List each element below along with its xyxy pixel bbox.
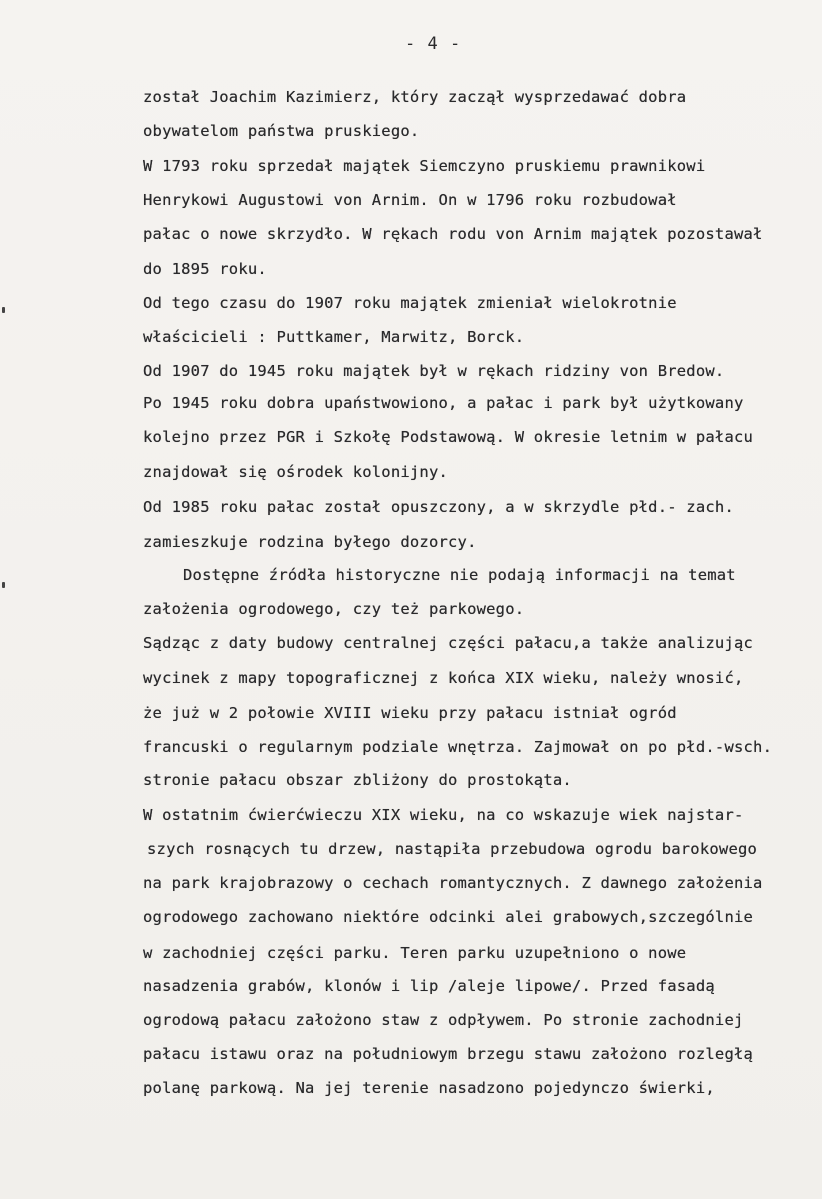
text-line: ogrodowego zachowano niektóre odcinki alei grabowych,szczególnie [143, 908, 754, 926]
text-line: polanę parkową. Na jej terenie nasadzono pojedynczo świerki, [143, 1079, 715, 1097]
text-line: pałacu istawu oraz na południowym brzegu stawu założono rozległą [143, 1045, 754, 1063]
text-line: w zachodniej części parku. Teren parku uzupełniono o nowe [143, 944, 687, 962]
text-line: stronie pałacu obszar zbliżony do prostokąta. [143, 771, 572, 789]
text-line: kolejno przez PGR i Szkołę Podstawową. W okresie letnim w pałacu [143, 428, 754, 446]
text-line: Dostępne źródła historyczne nie podają informacji na temat [183, 566, 736, 584]
text-line: wycinek z mapy topograficznej z końca XIX wieku, należy wnosić, [143, 669, 744, 687]
text-line: Od 1985 roku pałac został opuszczony, a w skrzydle płd.- zach. [143, 498, 734, 516]
text-line: znajdował się ośrodek kolonijny. [143, 463, 449, 481]
text-line: W 1793 roku sprzedał majątek Siemczyno pruskiemu prawnikowi [143, 157, 706, 175]
text-line: ogrodową pałacu założono staw z odpływem. Po stronie zachodniej [143, 1011, 744, 1029]
text-line: został Joachim Kazimierz, który zaczął wysprzedawać dobra [143, 88, 687, 106]
text-line: założenia ogrodowego, czy też parkowego. [143, 600, 525, 618]
text-line: na park krajobrazowy o cechach romantycznych. Z dawnego założenia [143, 874, 763, 892]
margin-mark [2, 307, 5, 313]
text-line: nasadzenia grabów, klonów i lip /aleje lipowe/. Przed fasadą [143, 977, 715, 995]
text-line: że już w 2 połowie XVIII wieku przy pałacu istniał ogród [143, 704, 677, 722]
text-line: do 1895 roku. [143, 260, 267, 278]
text-line: Po 1945 roku dobra upaństwowiono, a pałac i park był użytkowany [143, 394, 744, 412]
text-line: Od 1907 do 1945 roku majątek był w rękach ridziny von Bredow. [143, 362, 725, 380]
page-number: - 4 - [405, 34, 462, 54]
text-line: pałac o nowe skrzydło. W rękach rodu von Arnim majątek pozostawał [143, 225, 763, 243]
text-line: obywatelom państwa pruskiego. [143, 122, 420, 140]
margin-mark [2, 582, 5, 588]
text-line: Od tego czasu do 1907 roku majątek zmieniał wielokrotnie [143, 294, 677, 312]
text-line: właścicieli : Puttkamer, Marwitz, Borck. [143, 328, 525, 346]
text-line: zamieszkuje rodzina byłego dozorcy. [143, 533, 477, 551]
text-line: Sądząc z daty budowy centralnej części pałacu,a także analizując [143, 634, 754, 652]
text-line: W ostatnim ćwierćwieczu XIX wieku, na co wskazuje wiek najstar- [143, 806, 744, 824]
text-line: francuski o regularnym podziale wnętrza. Zajmował on po płd.-wsch. [143, 738, 773, 756]
text-line: szych rosnących tu drzew, nastąpiła przebudowa ogrodu barokowego [147, 840, 758, 858]
text-line: Henrykowi Augustowi von Arnim. On w 1796 roku rozbudował [143, 191, 677, 209]
